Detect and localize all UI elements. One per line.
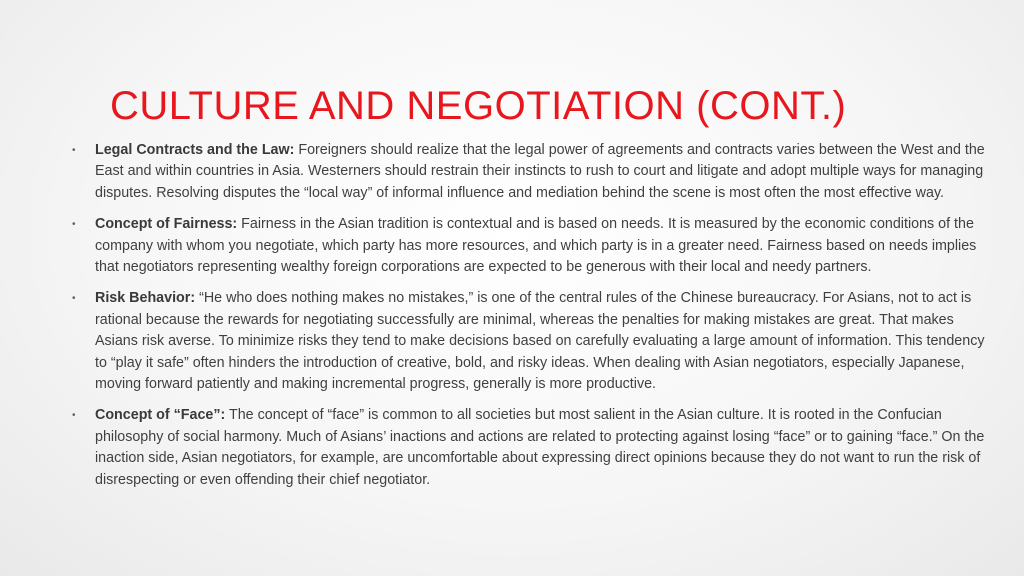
bullet-dot-icon: • bbox=[72, 219, 76, 231]
bullet-text: Foreigners should realize that the legal power of agreements and contracts varies between the West and the East and within countries in Asia. Westerners should restrain their instincts to rush to court and litigate and adopt multiple ways for managing disputes. Resolving disputes the “local way” of informal influence and mediation behind the scene is most often the most effective way. bbox=[95, 142, 985, 201]
bullet-text: Fairness in the Asian tradition is contextual and is based on needs. It is measured by the economic conditions of the company with whom you negotiate, which party has more resources, and which party is in a greater need. Fairness based on needs implies that negotiators representing wealthy foreign corporations are expected to be generous with their local and needy partners. bbox=[95, 216, 977, 276]
bullet-list bbox=[72, 140, 992, 501]
bullet-legal-contracts bbox=[72, 140, 992, 204]
bullet-heading: Legal Contracts and the Law: bbox=[95, 142, 295, 158]
bullet-risk-behavior bbox=[72, 288, 992, 395]
slide-title: CULTURE AND NEGOTIATION (CONT.) bbox=[110, 84, 847, 128]
bullet-heading: Concept of “Face”: bbox=[95, 407, 226, 424]
bullet-dot-icon: • bbox=[72, 293, 76, 305]
bullet-concept-of-fairness bbox=[72, 214, 992, 278]
bullet-text: “He who does nothing makes no mistakes,” is one of the central rules of the Chinese bureaucracy. For Asians, not to act is rational because the rewards for negotiating successfully are minimal, whereas the penalties for making mistakes are great. That makes Asians risk averse. To minimize risks they tend to make decisions based on carefully evaluating a large amount of information. This tendency to “play it safe” often hinders the introduction of creative, bold, and risky ideas. When dealing with Asian negotiators, especially Japanese, moving forward patiently and making incremental progress, generally is more productive. bbox=[95, 290, 985, 393]
bullet-dot-icon: • bbox=[72, 145, 76, 156]
bullet-heading: Risk Behavior: bbox=[95, 290, 196, 307]
bullet-text: The concept of “face” is common to all societies but most salient in the Asian culture. It is rooted in the Confucian philosophy of social harmony. Much of Asians’ inactions and actions are related to protecting against losing “face” or to gaining “face.” On the inaction side, Asian negotiators, for example, are uncomfortable about expressing direct opinions because they do not want to run the risk of disrespecting or even offending their chief negotiator. bbox=[95, 407, 985, 488]
bullet-heading: Concept of Fairness: bbox=[95, 216, 238, 233]
bullet-concept-of-face bbox=[72, 405, 992, 491]
bullet-dot-icon: • bbox=[72, 410, 76, 422]
